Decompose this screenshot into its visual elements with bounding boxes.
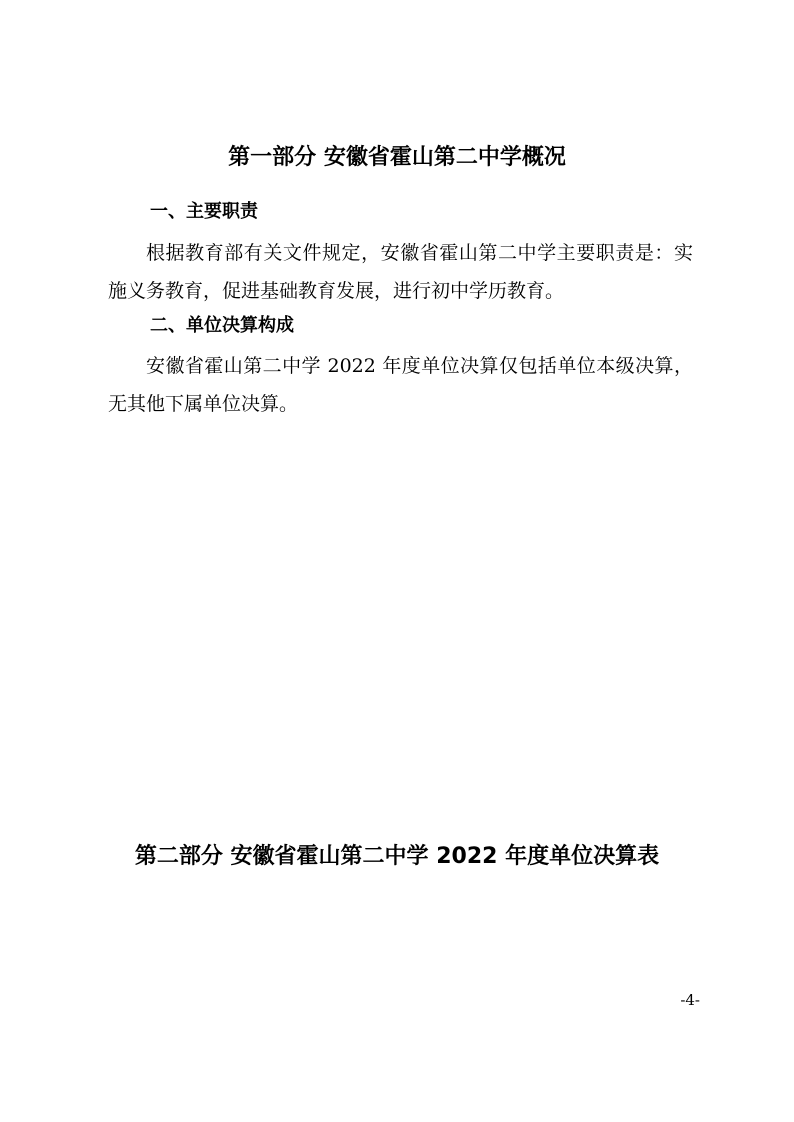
part-one-title: 第一部分 安徽省霍山第二中学概况	[228, 145, 566, 170]
page-number: -4-	[680, 991, 700, 1009]
part-two-title: 第二部分 安徽省霍山第二中学 2022 年度单位决算表	[134, 844, 660, 869]
section-body-main-duties: 根据教育部有关文件规定，安徽省霍山第二中学主要职责是：实施义务教育，促进基础教育发展，进行初中学历教育。	[108, 242, 693, 302]
section-heading-budget-composition: 二、单位决算构成	[150, 315, 294, 336]
section-heading-main-duties: 一、主要职责	[150, 201, 258, 222]
section-body-budget-composition: 安徽省霍山第二中学 2022 年度单位决算仅包括单位本级决算，无其他下属单位决算。	[108, 355, 693, 415]
